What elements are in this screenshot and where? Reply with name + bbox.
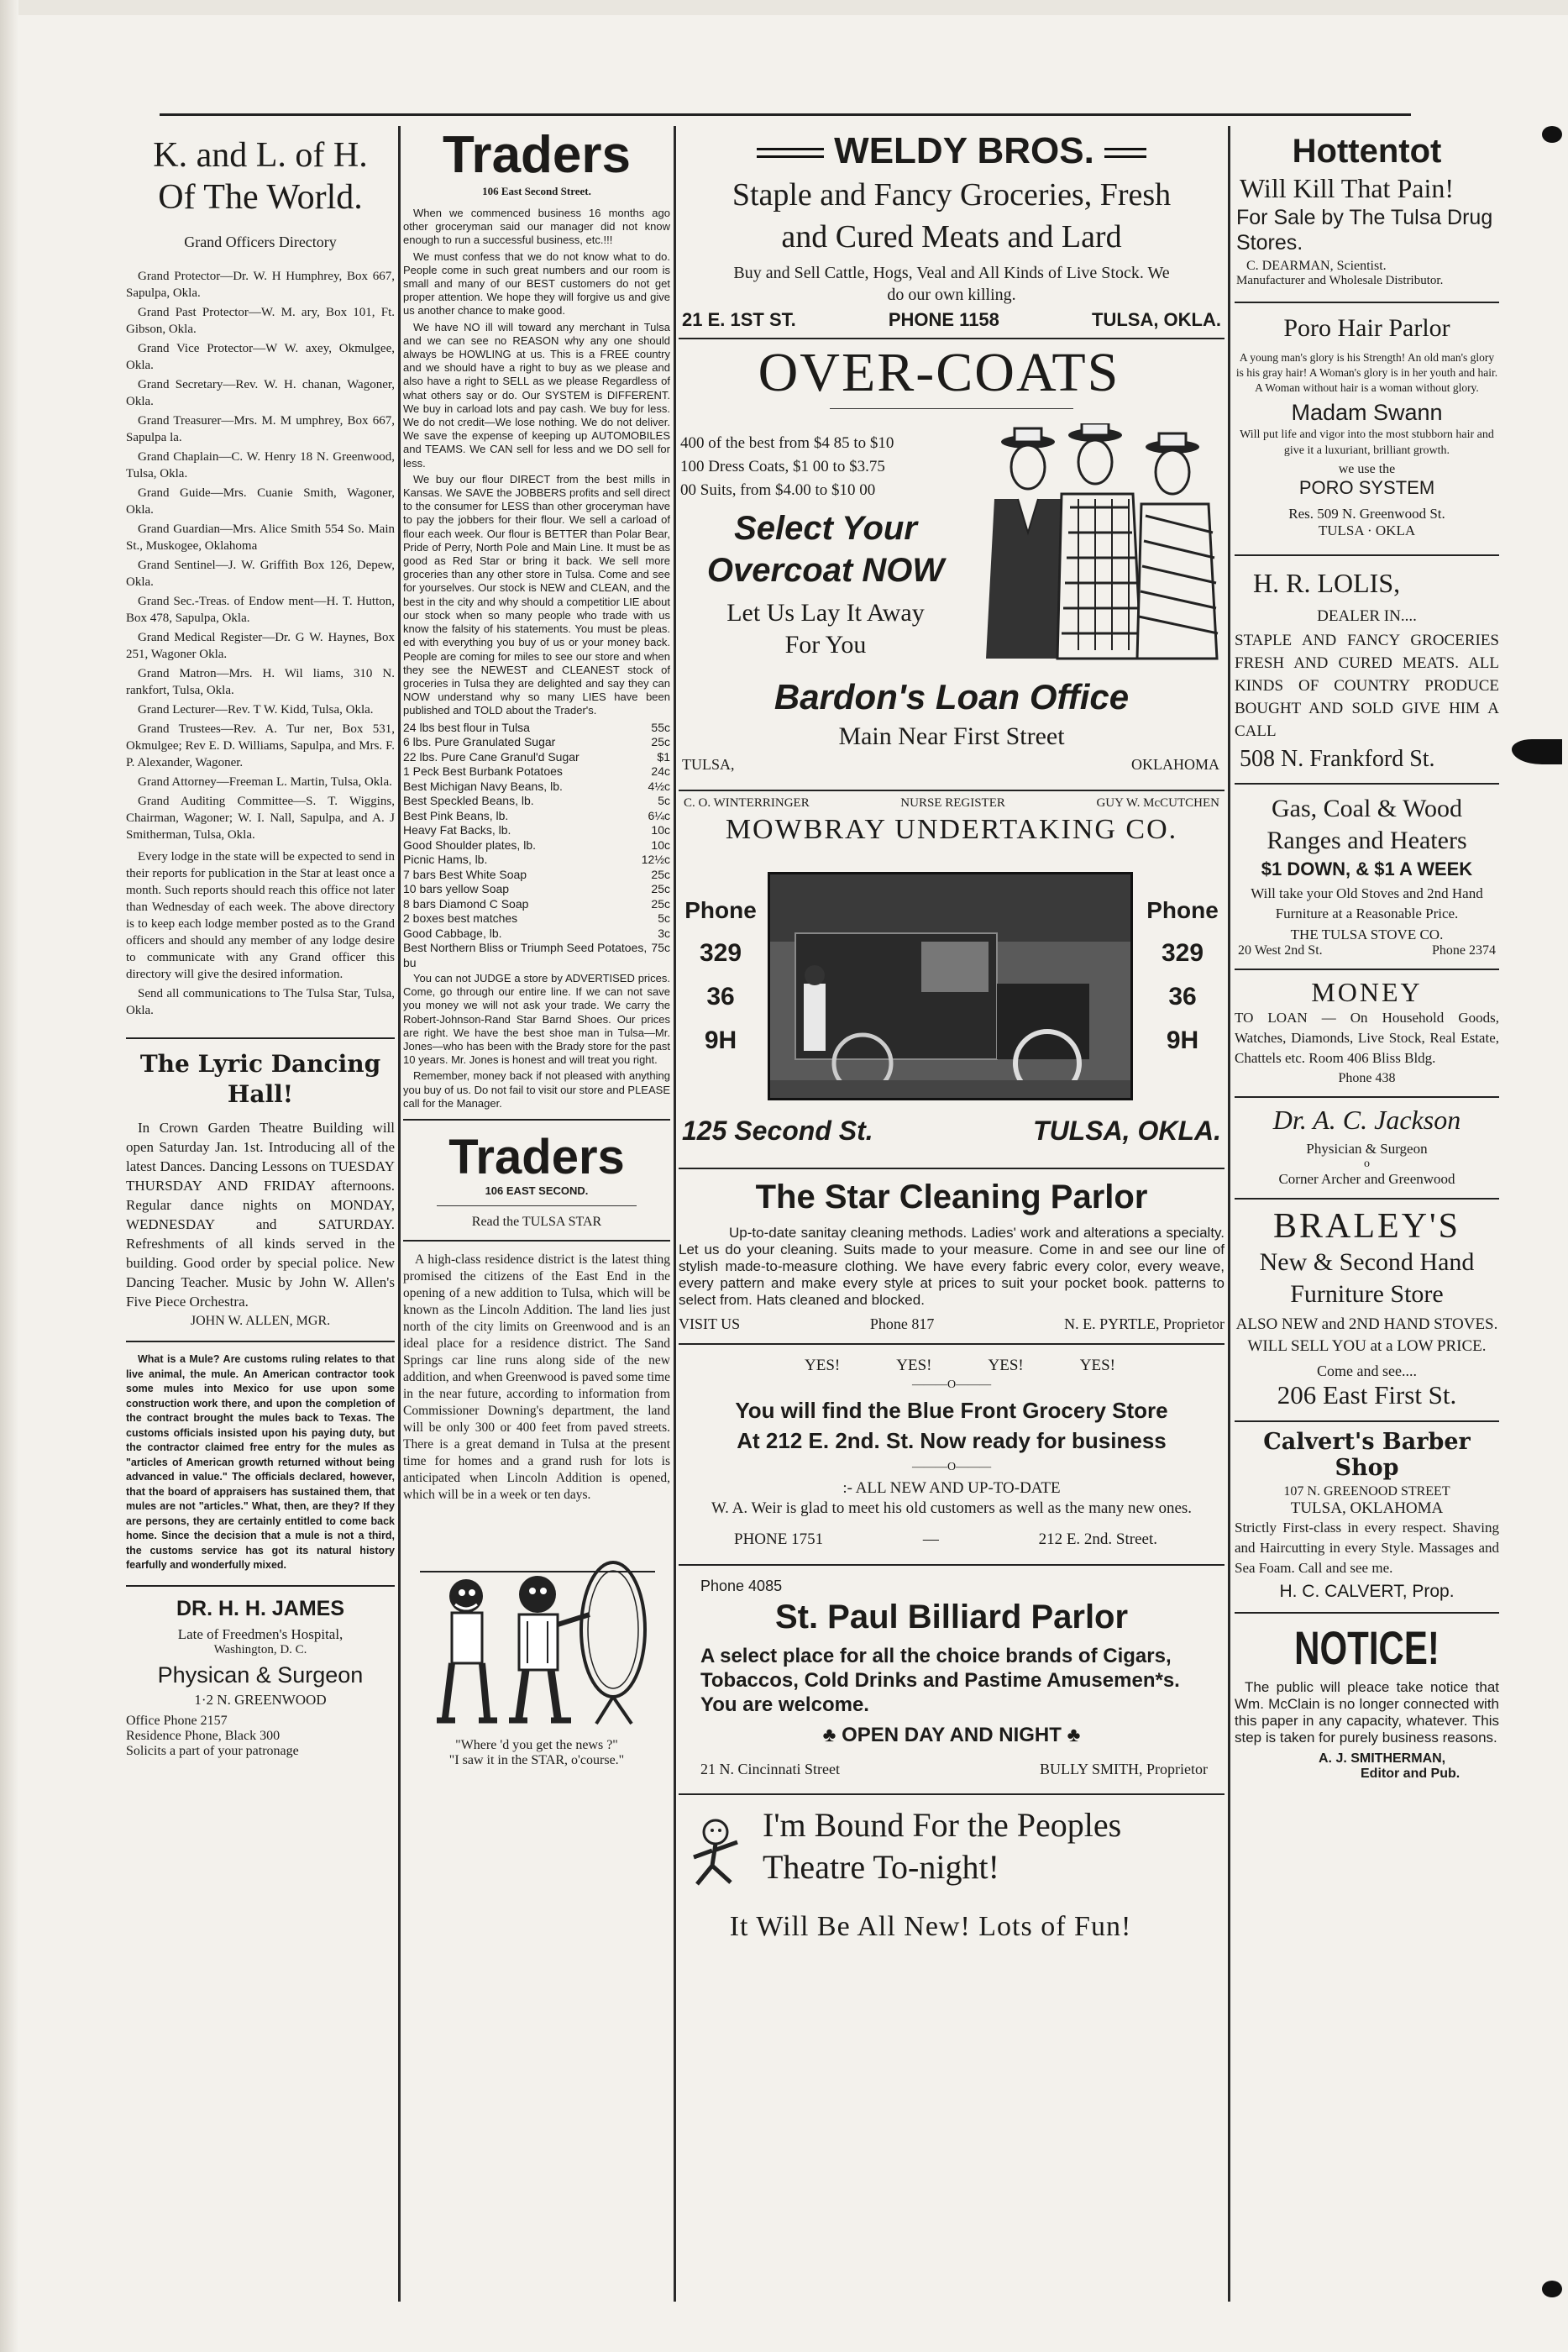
mowbray-staff-name: C. O. WINTERRINGER (684, 796, 810, 810)
hottentot-maker: Manufacturer and Wholesale Distributor. (1236, 274, 1444, 287)
officer-entry: Grand Vice Protector—W W. axey, Okmulgee, Okla. (126, 342, 395, 372)
price-value: 55c (651, 720, 670, 734)
star-cartoon (403, 1537, 670, 1768)
blue-front-line: At 212 E. 2nd. St. Now ready for business (737, 1428, 1167, 1453)
cleaning-title: The Star Cleaning Parlor (755, 1179, 1148, 1215)
stove-address: 20 West 2nd St. (1238, 943, 1323, 958)
phone-number: 9H (1166, 1026, 1199, 1054)
braley-see: Come and see.... (1317, 1362, 1417, 1379)
price-row (403, 838, 670, 853)
price-item: Picnic Hams, lb. (403, 853, 488, 867)
theatre-line: It Will Be All New! Lots of Fun! (729, 1911, 1132, 1942)
billiard-footer (679, 1747, 1225, 1778)
divider (1235, 1420, 1499, 1422)
overcoats-lay: For You (784, 631, 867, 659)
billiard-ad (679, 1578, 1225, 1778)
hottentot-ad (1235, 131, 1499, 288)
phone-number: 329 (699, 939, 742, 967)
divider (437, 1205, 637, 1206)
billiard-phone: Phone 4085 (700, 1578, 783, 1594)
price-value: 5c (658, 794, 670, 808)
billiard-proprietor: BULLY SMITH, Proprietor (1039, 1761, 1208, 1777)
running-boy-icon (679, 1814, 754, 1889)
braley-line: Furniture Store (1290, 1280, 1444, 1308)
poro-name: Madam Swann (1291, 400, 1443, 425)
traders-paragraph: We have NO ill will toward any merchant in Tulsa and we can see no REASON why any one should always be HOWLING at us. This is a FREE country and we should have a right to buy as we please and also have a right to SELL as we please Regardless of what others say or do. Our SYSTEM is DIFFERENT. We buy in carload lots and pay cash. We buy for less. We do not credit—We lose nothing. We do not deliver. We save the expense of keeping up AUTOMOBILES and TEAMS. We CAN sell for less and we DO sell for less. (403, 320, 670, 470)
poro-city: TULSA · OKLA (1318, 522, 1416, 538)
james-address: 1·2 N. GREENWOOD (194, 1691, 327, 1708)
lincoln-text: A high-class residence district is the latest thing promised the citizens of the East End in the opening of a new addition to Tulsa, which will be known as the Lincoln Addition. The land lies just north of the city limits on Greenwood and is an ideal place for a residence district. The Sand Springs car line runs along side of the new addition, and when Greenwood is paved some time in the near future, according to information from Commissioner Downing's department, the land will be only 300 or 400 feet from paved streets. There is a great demand in Tulsa at the present time for homes and a grand rush for lots is anticipated when Lincoln Addition is opened, which will be in a week or ten days. (403, 1252, 670, 1503)
divider (126, 1037, 395, 1039)
price-row (403, 764, 670, 780)
overcoats-select-line: Overcoat NOW (706, 552, 945, 589)
stove-company: THE TULSA STOVE CO. (1290, 927, 1444, 942)
traders-address: 106 EAST SECOND. (485, 1184, 589, 1198)
officer-entry: Grand Protector—Dr. W. H Humphrey, Box 667, Sapulpa, Okla. (126, 270, 395, 300)
column-rule (1228, 126, 1230, 2302)
bardons-city-left: TULSA, (682, 756, 735, 773)
james-line: Washington, D. C. (213, 1642, 307, 1656)
poro-system: PORO SYSTEM (1298, 477, 1435, 498)
lolis-name: H. R. LOLIS, (1253, 568, 1401, 598)
calvert-city: TULSA, OKLAHOMA (1290, 1499, 1444, 1517)
price-row (403, 735, 670, 750)
phone-number: 36 (706, 983, 735, 1011)
money-phone: Phone 438 (1338, 1071, 1396, 1085)
calvert-proprietor: H. C. CALVERT, Prop. (1279, 1582, 1455, 1601)
price-item: 10 bars yellow Soap (403, 882, 510, 896)
kl-title-2: Of The World. (158, 178, 363, 217)
phone-number: 9H (704, 1026, 737, 1054)
stove-contact (1235, 943, 1499, 958)
weldy-ad (679, 129, 1225, 331)
officer-entry: Grand Guide—Mrs. Cuanie Smith, Wagoner, Okla. (126, 486, 395, 517)
overcoats-select (679, 507, 973, 660)
cartoon-illustration (403, 1537, 670, 1730)
cartoon-caption: "Where 'd you get the news ?" (455, 1738, 618, 1753)
blue-front-new: :- ALL NEW AND UP-TO-DATE (842, 1479, 1061, 1497)
yes-word: YES! (896, 1357, 932, 1374)
theatre-line: I'm Bound For the Peoples (763, 1806, 1122, 1844)
price-value: 24c (651, 764, 670, 779)
star-cleaning-ad (679, 1178, 1225, 1333)
phone-number: 329 (1161, 939, 1204, 967)
weldy-address: 21 E. 1ST ST. (682, 309, 796, 330)
price-item: Good Shoulder plates, lb. (403, 837, 536, 852)
ambulance-icon (770, 874, 1133, 1100)
ornament-o-letter: O (947, 1461, 957, 1473)
price-item: Good Cabbage, lb. (403, 926, 502, 940)
stove-terms: $1 DOWN, & $1 A WEEK (1261, 858, 1473, 879)
price-row (403, 911, 670, 927)
traders-paragraph: Remember, money back if not pleased with anything you buy of us. Do not fail to visit our store and PLEASE call for the Manager. (403, 1069, 670, 1110)
price-row (403, 882, 670, 897)
peoples-theatre-ad (679, 1805, 1225, 1973)
price-item: Best Northern Bliss or Triumph Seed Potatoes, bu (403, 941, 648, 969)
mowbray-street: 125 Second St. (682, 1116, 873, 1146)
overcoats-ad (679, 339, 1225, 785)
lyric-body: In Crown Garden Theatre Building will open Saturday Jan. 1st. Introducing all of the latest Dances. Dancing Lessons on TUESDAY THURSDAY AND FRIDAY afternoons. Regular dance nights on MONDAY, WEDNESDAY and SATURDAY. Refreshments of all kinds served in the building. Good order by special police. New Dancing Teacher. Music by John W. Allen's Five Piece Orchestra. (126, 1120, 395, 1310)
price-item: 24 lbs best flour in Tulsa (403, 720, 530, 734)
page-binding-edge (0, 0, 18, 2352)
price-row (403, 927, 670, 942)
top-rule (160, 113, 1411, 116)
ornament-o: ———O——— (911, 1378, 992, 1391)
billiard-body: A select place for all the choice brands of Cigars, Tobaccos, Cold Drinks and Pastime Amusemen*s. You are welcome. (700, 1645, 1180, 1716)
traders-ad (403, 126, 670, 1110)
jackson-title: Physician & Surgeon (1306, 1141, 1428, 1157)
price-value: 10c (651, 823, 670, 837)
divider (1235, 302, 1499, 303)
lolis-ad (1235, 568, 1499, 773)
jackson-ad (1235, 1105, 1499, 1188)
price-row (403, 794, 670, 809)
yes-word: YES! (988, 1357, 1024, 1374)
bardons-store: Bardon's Loan Office (774, 677, 1130, 717)
lyric-signature: JOHN W. ALLEN, MGR. (190, 1314, 331, 1328)
price-value: 5c (658, 911, 670, 926)
kl-title: K. and L. of H. (153, 136, 368, 175)
divider (679, 1168, 1225, 1169)
james-solicit: Solicits a part of your patronage (126, 1743, 299, 1758)
overcoats-select-line: Select Your (734, 510, 917, 547)
price-value: 25c (651, 735, 670, 749)
mule-text: What is a Mule? Are customs ruling relates to that live animal, the mule. An American contractor took some mules into Mexico for use upon some construction work there, and upon the completion of the contract brought the mules back to Texas. The customs officials insisted upon his paying duty, but the contractor claimed free entry for the mules as "articles of American growth returned without being advanced in value." The officials declared, however, that the board of appraisers has sustained them, that mules are not "articles." What, then, are they? If they are persons, they are certainly entitled to come back home. Since the decision that a mule is not a third, the customs service has got its natural history fearfully and wonderfully mixed. (126, 1353, 395, 1571)
braley-title: BRALEY'S (1273, 1207, 1460, 1246)
overcoats-title: OVER-COATS (758, 342, 1120, 403)
officer-entry: Grand Medical Register—Dr. G W. Haynes, Box 251, Wagoner Okla. (126, 631, 395, 661)
stove-phone: Phone 2374 (1432, 943, 1496, 958)
price-row (403, 941, 670, 970)
traders-title: Traders (448, 1130, 625, 1185)
weldy-contact (679, 309, 1225, 331)
hottentot-line: Will Kill That Pain! (1240, 173, 1454, 203)
weldy-note: Buy and Sell Cattle, Hogs, Veal and All Kinds of Live Stock. We do our own killing. (733, 264, 1170, 304)
weldy-line: and Cured Meats and Lard (781, 219, 1122, 255)
traders-body (403, 207, 670, 718)
traders-address: 106 East Second Street. (482, 185, 591, 197)
divider (126, 1341, 395, 1342)
lyric-title: The Lyric Dancing Hall! (139, 1050, 381, 1108)
mule-article (126, 1352, 395, 1573)
officer-entry: Grand Attorney—Freeman L. Martin, Tulsa, Okla. (138, 775, 392, 789)
poro-ad (1235, 312, 1499, 539)
blue-front-phone: PHONE 1751 (734, 1530, 824, 1548)
page-edge (0, 0, 1568, 15)
overcoats-lay: Let Us Lay It Away (726, 599, 925, 627)
officer-entry: Grand Guardian—Mrs. Alice Smith 554 So. Main St., Muskogee, Oklahoma (126, 522, 395, 553)
cleaning-proprietor: N. E. PYRTLE, Proprietor (1064, 1315, 1225, 1332)
overcoats-price: 100 Dress Coats, $1 00 to $3.75 (680, 458, 885, 475)
divider (679, 1793, 1225, 1795)
blue-front-body: W. A. Weir is glad to meet his old customers as well as the many new ones. (711, 1499, 1193, 1517)
officer-entry: Grand Secretary—Rev. W. H. chanan, Wagoner, Okla. (126, 378, 395, 408)
price-row (403, 809, 670, 824)
club-icon: ♣ (822, 1724, 836, 1746)
money-body: TO LOAN — On Household Goods, Watches, Diamonds, Live Stock, Real Estate, Chattels etc. Room 406 Bliss Bldg. (1235, 1010, 1499, 1066)
mowbray-phones-right (1141, 897, 1225, 1055)
calvert-ad (1235, 1429, 1499, 1602)
cartoon-caption: "I saw it in the STAR, o'course." (448, 1753, 625, 1768)
officer-entry: Grand Auditing Committee—S. T. Wiggins, Chairman, Wagoner; W. I. Nall, Sapulpa, and A. J Smitherman, Tulsa, Okla. (126, 795, 395, 842)
officer-entry: Grand Sec.-Treas. of Endow ment—H. T. Hutton, Box 478, Sapulpa, Okla. (126, 595, 395, 625)
officer-entry: Grand Past Protector—W. M. ary, Box 101, Ft. Gibson, Okla. (126, 306, 395, 336)
james-title: Physican & Surgeon (157, 1662, 364, 1688)
jackson-name: Dr. A. C. Jackson (1272, 1105, 1461, 1135)
stove-title: Gas, Coal & Wood Ranges and Heaters (1266, 795, 1467, 854)
price-value: 25c (651, 882, 670, 896)
mowbray-ad (679, 796, 1225, 1166)
divider (830, 408, 1073, 409)
margin-mark (1542, 126, 1562, 143)
hottentot-line: For Sale by The Tulsa Drug Stores. (1236, 206, 1493, 255)
calvert-title: Calvert's Barber Shop (1263, 1429, 1471, 1481)
traders-paragraph: We buy our flour DIRECT from the best mills in Kansas. We SAVE the JOBBERS profits and sell direct to the consumer for LESS than other groceryman have to pay the jobbers for their flour. We sell a carload of flour each week. Our flour is BETTER than Polar Bear, Pride of Perry, North Pole and Main Line. It must be as good as Red Star or bring it back. We sell more groceries than any other store in Tulsa. Come and see for yourselves. Our stock is NEW and CLEAN, and the best in the city and why should a competitior LIE about our stock when so many people who trade with us know the falsity of his statements. You must be pleas. ed with everything you buy of us or your money back. People are coming for miles to see our store and when they see the NEWEST and CLEANEST stock of groceries in Tulsa they are delighted and say they can NOW understand why so many LIES have been published and TOLD about the Trader's. (403, 472, 670, 717)
column-3 (679, 126, 1225, 2302)
divider (1235, 1096, 1499, 1098)
traders-paragraph: We must confess that we do not know what to do. People come in such great numbers and our room is small and many of our BEST customers do not get proper attention. We hope they will forgive us and give us another chance to make good. (403, 249, 670, 318)
read-tulsa-star: Read the TULSA STAR (471, 1215, 602, 1230)
weldy-title (679, 129, 1225, 173)
officer-entry: Grand Chaplain—C. W. Henry 18 N. Greenwood, Tulsa, Okla. (126, 450, 395, 480)
mowbray-staff (679, 796, 1225, 811)
divider (679, 1564, 1225, 1566)
money-title: MONEY (1311, 977, 1423, 1007)
price-row (403, 897, 670, 912)
price-item: Best Michigan Navy Beans, lb. (403, 779, 563, 793)
poro-body: Will put life and vigor into the most stubborn hair and give it a luxuriant, brilliant growth. (1240, 428, 1494, 457)
blue-front-address: 212 E. 2nd. Street. (1038, 1530, 1157, 1548)
price-row (403, 780, 670, 795)
lolis-address: 508 N. Frankford St. (1240, 746, 1435, 772)
mowbray-city: TULSA, OKLA. (1033, 1116, 1221, 1146)
stove-body: Will take your Old Stoves and 2nd Hand Furniture at a Reasonable Price. (1251, 885, 1483, 921)
column-1 (126, 126, 395, 2302)
divider (1235, 554, 1499, 556)
stove-ad (1235, 793, 1499, 958)
blue-front-footer (679, 1522, 1225, 1549)
divider (403, 1119, 670, 1121)
jackson-address: Corner Archer and Greenwood (1278, 1171, 1455, 1187)
price-value: 75c (651, 941, 670, 955)
notice-signature: Editor and Pub. (1361, 1767, 1460, 1781)
price-row (403, 750, 670, 765)
poro-quote: A young man's glory is his Strength! An old man's glory is his gray hair! A Woman's glory is in her youth and hair. A Woman without hair is a woman without glory. (1235, 351, 1498, 394)
price-item: 1 Peck Best Burbank Potatoes (403, 764, 563, 779)
divider (1235, 969, 1499, 970)
traders-closing (403, 972, 670, 1110)
phone-number: 36 (1168, 983, 1197, 1011)
kl-officer-list (126, 268, 395, 1019)
overcoats-prices (680, 432, 966, 502)
price-value: 10c (651, 837, 670, 852)
ornament-o-letter: O (947, 1378, 957, 1391)
price-item: Heavy Fat Backs, lb. (403, 823, 511, 837)
poro-address: Res. 509 N. Greenwood St. (1288, 506, 1445, 522)
lolis-dealer: DEALER IN.... (1317, 607, 1417, 625)
divider (1235, 1198, 1499, 1200)
kl-send: Send all communications to The Tulsa Star, Tulsa, Okla. (126, 987, 395, 1017)
mowbray-title: MOWBRAY UNDERTAKING CO. (725, 814, 1178, 845)
hottentot-maker: C. DEARMAN, Scientist. (1246, 259, 1387, 273)
billiard-address: 21 N. Cincinnati Street (700, 1761, 840, 1777)
lyric-dancing-ad (126, 1049, 395, 1329)
price-row (403, 868, 670, 883)
mowbray-staff-name: NURSE REGISTER (900, 796, 1005, 810)
price-item: Best Pink Beans, lb. (403, 808, 509, 822)
lincoln-addition-article (403, 1252, 670, 1504)
hottentot-title: Hottentot (1292, 133, 1442, 170)
notice-signature: A. J. SMITHERMAN, (1319, 1751, 1446, 1766)
mowbray-address (682, 1116, 1221, 1147)
calvert-body: Strictly First-class in every respect. Shaving and Haircutting in every Style. Massages and Sea Foam. Call and see me. (1235, 1520, 1499, 1576)
billiard-open (679, 1724, 1225, 1747)
officer-entry: Grand Matron—Mrs. H. Wil liams, 310 N. rankfort, Tulsa, Okla. (126, 667, 395, 697)
ornament-rule (757, 148, 824, 158)
cleaning-phone: Phone 817 (869, 1315, 935, 1332)
price-item: 6 lbs. Pure Granulated Sugar (403, 735, 556, 749)
officer-entry: Grand Treasurer—Mrs. M. M umphrey, Box 667, Sapulpa la. (126, 414, 395, 444)
bardons-city (682, 756, 1219, 774)
blue-front-line: You will find the Blue Front Grocery Store (735, 1398, 1168, 1423)
officer-entry: Grand Trustees—Rev. A. Tur ner, Box 531, Okmulgee; Rev E. D. Williams, Sapulpa, and Mrs. F. P. Alexander, Wagoner. (126, 722, 395, 769)
blue-front-dash: — (922, 1530, 939, 1548)
price-item: 7 bars Best White Soap (403, 867, 527, 881)
ornament-o: ———O——— (911, 1461, 992, 1473)
braley-body: ALSO NEW and 2ND HAND STOVES. WILL SELL YOU at a LOW PRICE. (1235, 1315, 1498, 1355)
notice-title: NOTICE! (1294, 1621, 1440, 1674)
divider (1235, 783, 1499, 785)
price-value: $1 (657, 749, 670, 764)
price-value: 3c (658, 926, 670, 940)
weldy-title-text: WELDY BROS. (834, 130, 1094, 171)
officer-entry: Grand Lecturer—Rev. T W. Kidd, Tulsa, Okla. (138, 703, 374, 717)
ornament-rule (1104, 148, 1146, 158)
poro-use: we use the (1338, 462, 1396, 476)
price-item: Best Speckled Beans, lb. (403, 794, 534, 808)
club-icon: ♣ (1067, 1724, 1081, 1746)
traders-ad-2 (403, 1131, 670, 1230)
margin-mark (1542, 2281, 1562, 2297)
kl-directory (126, 134, 395, 1019)
column-rule (398, 126, 401, 2302)
bardons-address: Main Near First Street (838, 722, 1065, 750)
margin-mark (1512, 739, 1562, 764)
calvert-address: 107 N. GREENOOD STREET (1283, 1484, 1450, 1499)
price-value: 25c (651, 896, 670, 911)
braley-address: 206 East First St. (1277, 1380, 1457, 1410)
divider (679, 1343, 1225, 1345)
officer-entry: Grand Sentinel—J. W. Griffith Box 126, Depew, Okla. (126, 559, 395, 589)
yes-word: YES! (1079, 1357, 1115, 1374)
divider (679, 790, 1225, 791)
ambulance-photo (768, 872, 1133, 1100)
weldy-city: TULSA, OKLA. (1092, 309, 1221, 330)
price-value: 6¼c (648, 808, 670, 822)
james-name: DR. H. H. JAMES (176, 1596, 345, 1620)
column-4 (1235, 126, 1499, 2302)
kl-subtitle: Grand Officers Directory (184, 234, 337, 250)
cleaning-visit: VISIT US (679, 1315, 741, 1332)
price-row (403, 853, 670, 868)
traders-price-list (403, 721, 670, 971)
price-value: 25c (651, 867, 670, 881)
billiard-open-text: OPEN DAY AND NIGHT (842, 1724, 1062, 1746)
ornament-o: o (1364, 1158, 1370, 1170)
price-item: 8 bars Diamond C Soap (403, 896, 529, 911)
james-residence-phone: Residence Phone, Black 300 (126, 1728, 281, 1743)
james-ad (126, 1597, 395, 1759)
blue-front-ad (679, 1357, 1225, 1549)
price-item: 2 boxes best matches (403, 911, 518, 926)
price-row (403, 823, 670, 838)
yes-word: YES! (805, 1357, 841, 1374)
braley-line: New & Second Hand (1259, 1248, 1475, 1276)
theatre-line: Theatre To-night! (763, 1848, 999, 1886)
james-line: Late of Freedmen's Hospital, (177, 1625, 343, 1642)
divider (126, 1585, 395, 1587)
divider (403, 1240, 670, 1242)
poro-title: Poro Hair Parlor (1283, 314, 1450, 342)
braley-ad (1235, 1206, 1499, 1410)
divider (1235, 1612, 1499, 1614)
men-in-overcoats-illustration (978, 423, 1221, 667)
weldy-line: Staple and Fancy Groceries, Fresh (732, 177, 1172, 213)
overcoats-price: 400 of the best from $4 85 to $10 (680, 434, 894, 452)
notice-body: The public will pleace take notice that Wm. McClain is no longer connected with this paper in any capacity, whatever. This step is taken for purely business reasons. (1235, 1679, 1499, 1746)
traders-title: Traders (442, 126, 632, 184)
notice-ad (1235, 1620, 1499, 1782)
james-office-phone: Office Phone 2157 (126, 1713, 228, 1728)
mowbray-staff-name: GUY W. McCUTCHEN (1096, 796, 1219, 810)
price-item: 22 lbs. Pure Cane Granul'd Sugar (403, 749, 579, 764)
column-2 (403, 126, 670, 2302)
cleaning-body: Up-to-date sanitay cleaning methods. Ladies' work and alterations a specialty. Let us do your cleaning. Suits made to your measure. Come in and see our line of stylish made-to-measure clothing. We have every fabric every color, every weave, every pattern and make every style at prices to suit your pocket book. patterns to select from. Hats cleaned and blocked. (679, 1225, 1225, 1308)
lolis-body: STAPLE AND FANCY GROCERIES FRESH AND CURED MEATS. ALL KINDS OF COUNTRY PRODUCE BOUGHT AND SOLD GIVE HIM A CALL (1235, 632, 1499, 740)
price-value: 12½c (641, 853, 670, 867)
price-value: 4½c (648, 779, 670, 793)
mowbray-phones-left (679, 897, 763, 1055)
yes-row (679, 1357, 1225, 1375)
traders-paragraph: When we commenced business 16 months ago other groceryman said our manager did not know enough to run a successful business, etc.!!! (403, 207, 670, 247)
money-ad (1235, 977, 1499, 1086)
traders-paragraph: You can not JUDGE a store by ADVERTISED prices. Come, go through our entire line. If we can not save you money we will not ask your trade. We carry the Robert-Johnson-Rand Star Barnd Shoes. Our prices are right. We have the best shoe man in Tulsa—Mr. Jones—who has been with the Brady store for the past 10 years. Mr. Jones is honest and will treat you right. (403, 972, 670, 1067)
billiard-title: St. Paul Billiard Parlor (774, 1599, 1129, 1635)
weldy-phone: PHONE 1158 (888, 309, 999, 330)
phone-label: Phone (684, 897, 757, 923)
column-rule (674, 126, 676, 2302)
price-row (403, 721, 670, 736)
bardons-city-right: OKLAHOMA (1131, 756, 1219, 773)
overcoats-price: 00 Suits, from $4.00 to $10 00 (680, 481, 876, 499)
phone-label: Phone (1146, 897, 1219, 923)
kl-note: Every lodge in the state will be expected to send in their reports for publication in the Star at least once a month. Such reports should reach this office not later than Wednesday of each week. The above directory is to keep each lodge member posted as to the Grand officers and should any member of any lodge desire to communicate with any Grand officer this directory will give the desired information. (126, 850, 395, 981)
cleaning-footer (679, 1315, 1225, 1333)
